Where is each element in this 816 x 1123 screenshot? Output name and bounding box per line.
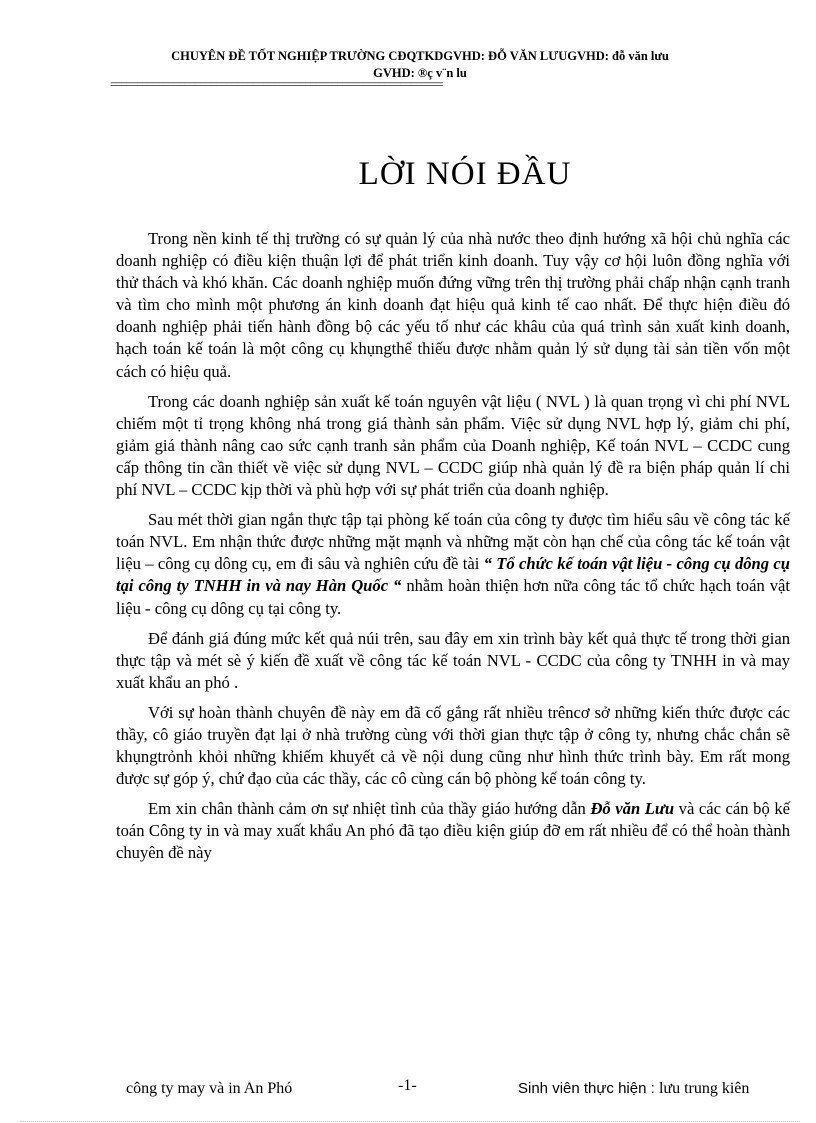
header-line-2: GVHD: ®ç v¨n lu <box>373 66 467 80</box>
footer-author-name: lưu trung kiên <box>658 1080 750 1097</box>
page-footer <box>0 1077 816 1106</box>
page-number: -1- <box>398 1077 417 1094</box>
advisor-name: Đỗ văn Lưu <box>590 799 675 819</box>
footer-author-label: Sinh viên thực hiện : <box>518 1080 659 1097</box>
paragraph-6-text-a: Em xin chân thành cảm ơn sự nhiệt tình của thầy giáo hướng dẫn <box>148 799 591 819</box>
thesis-topic: “ Tổ chức kế toán vật liệu - công cụ dông cụ tại công ty TNHH in và nay Hàn Quốc “ <box>116 554 790 596</box>
footer-company: công ty may và in An Phó <box>126 1080 293 1097</box>
paragraph-6 <box>116 798 790 864</box>
footer-author <box>518 1080 749 1098</box>
paragraph-3 <box>116 509 790 619</box>
paragraph-3-text-b: nhằm hoàn thiện hơn nữa công tác tổ chức hạch toán vật liệu - công cụ dông cụ tại công ty. <box>116 576 790 618</box>
page-bottom-divider <box>20 1121 800 1122</box>
paragraph-1: Trong nền kinh tế thị trường có sự quản lý của nhà nước theo định hướng xã hội chủ nghĩa các doanh nghiệp có điều kiện thuận lợi để phát triển kinh doanh. Tuy vậy cơ hội luôn đồng nghĩa với thử thách và khó khăn. Các doanh nghiệp muốn đứng vững trên thị trường phải chấp nhận cạnh tranh và tìm cho mình một phương án kinh doanh đạt hiệu quả kinh tế cao nhất. Để thực hiện điều đó doanh nghiệp phải tiến hành đồng bộ các yếu tố như các khâu của quá trình sản xuất kinh doanh, hạch toán kế toán là một công cụ khụngthể thiếu được nhằm quản lý sử dụng tài sản tiền vốn một cách có hiệu quả. <box>116 229 790 381</box>
paragraph-6-text-b: và các cán bộ kế toán Công ty in và may xuất khẩu An phó đã tạo điều kiện giúp đỡ em rất nhiều để có thể hoàn thành chuyên đề này <box>116 799 790 863</box>
page-header <box>110 48 730 93</box>
paragraph-2 <box>116 391 790 501</box>
page-title: LỜI NÓI ĐẦU <box>358 156 572 192</box>
header-line-1: CHUYÊN ĐỀ TỐT NGHIỆP TRƯỜNG CĐQTKDGVHD: ĐỖ VĂN LƯUGVHD: đỗ văn lưu <box>171 49 669 63</box>
document-body <box>116 228 790 873</box>
header-rule: =============================================================== <box>110 77 442 91</box>
paragraph-3-text-a: Sau mét thời gian ngắn thực tập tại phòng kế toán của công ty được tìm hiểu sâu về công tác kế toán NVL. Em nhận thức được những mặt mạnh và những mặt còn hạn chế của công tác kế toán vật liệu – công cụ dông cụ, em đi sâu và nghiên cứu đề tài <box>116 510 790 574</box>
paragraph-4: Để đánh giá đúng mức kết quả núi trên, sau đây em xin trình bày kết quả thực tế trong thời gian thực tập và mét sè ý kiến đề xuất về công tác kế toán NVL - CCDC của công ty TNHH in và may xuất khẩu an phó . <box>116 628 790 692</box>
paragraph-5: Với sự hoàn thành chuyên đề này em đã cố gắng rất nhiều trêncơ sở những kiến thức được các thầy, cô giáo truyền đạt lại ở nhà trường cùng với thời gian thực tập ở công ty, nhưng chắc chắn sẽ khụngtrỏnh khỏi những khiếm khuyết cả về nội dung cũng như hình thức trình bày. Em rất mong được sự góp ý, chứ đạo của các thầy, các cô cùng cán bộ phòng kế toán công ty. <box>116 702 790 789</box>
paragraph-2-text: Trong các doanh nghiệp sản xuất kế toán nguyên vật liệu ( NVL ) là quan trọng vì chi phí NVL chiếm một tỉ trọng không nhá trong giá thành sản phẩm. Việc sử dụng NVL hợp lý, giảm chi phí, giảm giá thành nâng cao sức cạnh tranh sản phẩm của Doanh nghiệp, Kế toán NVL – CCDC cung cấp thông tin cần thiết về việc sử dụng NVL – CCDC giúp nhà quản lý đề ra biện pháp quản lí chi phí NVL – CCDC kịp thời và phù hợp với sự phát triển của doanh nghiệp. <box>116 391 790 500</box>
